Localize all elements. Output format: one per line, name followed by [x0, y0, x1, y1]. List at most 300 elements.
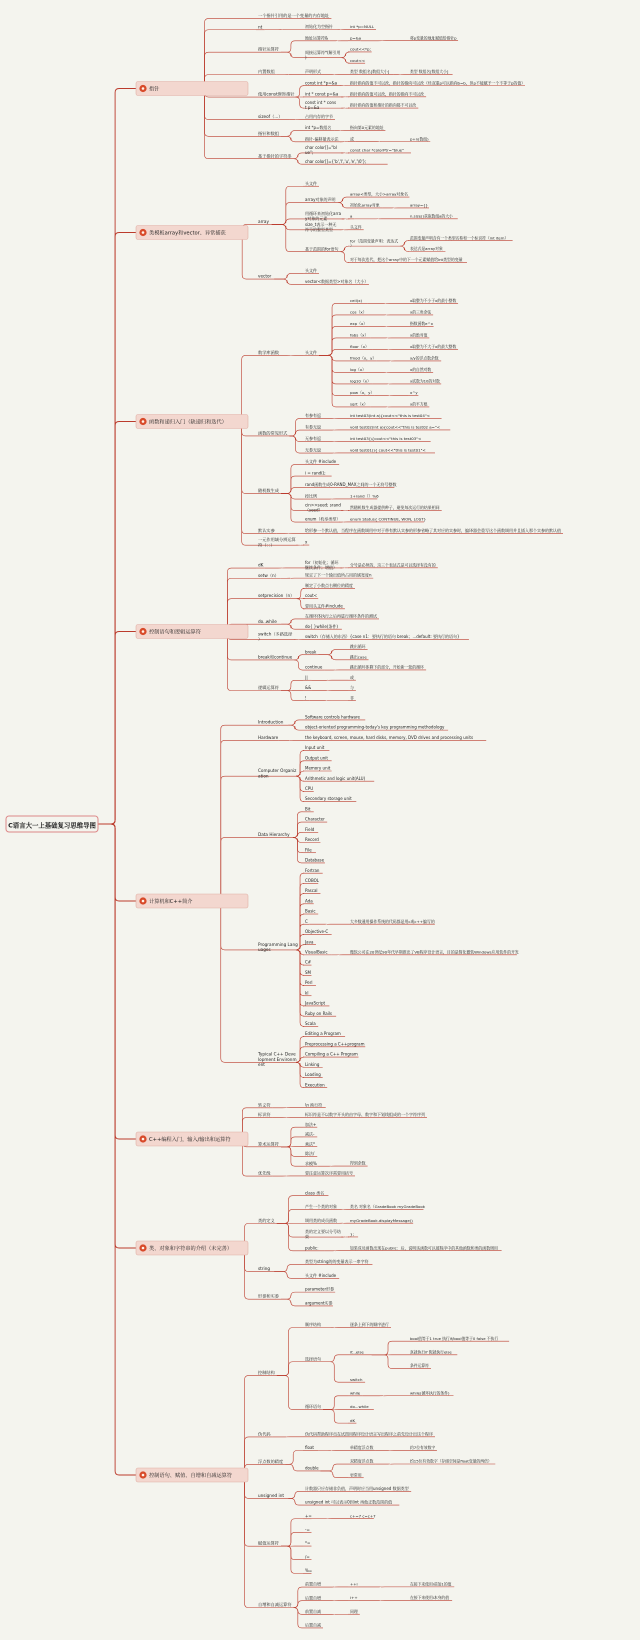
map-node[interactable] [350, 367, 366, 372]
node-connector [320, 1471, 348, 1478]
map-node[interactable] [258, 114, 283, 119]
node-connector [285, 1464, 303, 1471]
map-node[interactable] [350, 1350, 364, 1355]
node-label: Computer Organiz [258, 768, 297, 774]
map-node[interactable] [305, 593, 317, 598]
map-node[interactable] [410, 367, 431, 372]
node-connector [294, 1587, 303, 1608]
map-node[interactable] [305, 49, 341, 60]
map-node[interactable] [305, 898, 313, 903]
map-node[interactable] [305, 1581, 321, 1587]
map-node[interactable] [258, 1217, 276, 1224]
map-node[interactable] [258, 573, 279, 578]
node-label: C [305, 918, 308, 924]
map-node[interactable] [410, 356, 439, 361]
map-node[interactable] [410, 1595, 449, 1600]
map-node[interactable] [305, 1286, 334, 1292]
map-node[interactable] [350, 436, 421, 441]
map-node[interactable] [305, 1568, 312, 1573]
map-node[interactable] [305, 1072, 321, 1077]
map-node[interactable] [305, 817, 325, 822]
map-node[interactable] [258, 1431, 271, 1438]
map-node[interactable] [350, 125, 384, 130]
node-label: t p=&a [305, 105, 320, 111]
branch-node[interactable] [136, 894, 248, 908]
map-node[interactable] [305, 1541, 310, 1546]
map-node[interactable] [350, 949, 519, 954]
branch-node[interactable] [136, 415, 248, 429]
node-label: 微软公司在20世纪90年代早期推出了VB程序设计语言，目的是简化微软Windows应用软件的开发 [350, 949, 519, 955]
map-node[interactable] [305, 516, 340, 522]
map-node[interactable] [258, 24, 263, 29]
branch-node[interactable] [136, 1241, 248, 1255]
map-node[interactable] [305, 990, 308, 995]
map-node[interactable] [305, 1355, 321, 1361]
map-node[interactable] [410, 402, 428, 407]
map-node[interactable] [350, 47, 371, 52]
node-label: 产生一个类的对象 [305, 1204, 337, 1210]
map-node[interactable] [350, 494, 379, 499]
node-connector [230, 422, 256, 494]
map-node[interactable] [305, 980, 313, 985]
map-node[interactable] [258, 768, 297, 778]
map-node[interactable] [305, 1217, 337, 1223]
map-node[interactable] [305, 1101, 322, 1107]
node-label: 浮点数的精度 [258, 1458, 284, 1464]
map-node[interactable] [350, 321, 367, 326]
map-node[interactable] [410, 246, 443, 251]
map-node[interactable] [258, 619, 277, 624]
mind-map-nodes [6, 12, 561, 1627]
map-node[interactable] [305, 458, 337, 464]
map-node[interactable] [350, 310, 367, 315]
map-node[interactable] [410, 1363, 429, 1368]
map-node[interactable] [305, 1031, 341, 1036]
map-node[interactable] [305, 435, 321, 441]
map-node[interactable] [350, 1218, 413, 1223]
map-node[interactable] [258, 1369, 276, 1376]
map-node[interactable] [258, 942, 298, 952]
map-node[interactable] [258, 1601, 292, 1608]
map-node[interactable] [305, 1258, 368, 1264]
map-node[interactable] [305, 559, 339, 570]
map-node[interactable] [305, 602, 343, 608]
node-label: x取整为不大于x的最大整数 [410, 344, 457, 350]
node-label: Hardware [258, 735, 279, 741]
map-node[interactable] [350, 390, 374, 395]
map-node[interactable] [305, 1062, 320, 1067]
branch-node[interactable] [136, 226, 248, 240]
map-node[interactable] [258, 1111, 271, 1118]
map-node[interactable] [305, 755, 328, 760]
node-label: JavaScript [305, 1000, 326, 1006]
branch-node[interactable] [136, 625, 248, 639]
map-node[interactable] [305, 221, 336, 232]
map-node[interactable] [410, 69, 449, 74]
node-label: 求模% [305, 1160, 317, 1166]
map-node[interactable] [305, 23, 333, 29]
node-label: 制定了小数点右侧位的精度 [305, 582, 353, 588]
node-label: 如果成员函数出现在public：后，说明该函数可以被程序中的其他函数和类的函数调用 [350, 1245, 498, 1251]
map-node[interactable] [305, 1300, 333, 1306]
map-node[interactable] [258, 1458, 284, 1465]
node-connector [277, 1209, 303, 1223]
map-node[interactable] [350, 1595, 358, 1600]
map-node[interactable] [305, 34, 328, 40]
map-node[interactable] [350, 1445, 373, 1450]
map-node[interactable] [304, 939, 314, 944]
map-node[interactable] [410, 1390, 450, 1395]
map-node[interactable] [305, 1052, 358, 1057]
map-node[interactable] [305, 623, 338, 629]
map-node[interactable] [305, 1111, 425, 1117]
map-node[interactable] [258, 1266, 270, 1271]
map-node[interactable] [305, 960, 312, 965]
map-node[interactable] [350, 148, 404, 153]
map-node[interactable] [305, 1170, 353, 1176]
map-node[interactable] [305, 1272, 337, 1278]
map-node[interactable] [350, 224, 362, 229]
map-node[interactable] [305, 725, 445, 730]
map-node[interactable] [305, 1021, 316, 1026]
node-label: cout< [305, 593, 318, 599]
map-node[interactable] [350, 448, 426, 453]
map-node[interactable] [350, 24, 375, 29]
node-label: 束 [305, 1234, 309, 1240]
map-node[interactable] [350, 91, 424, 96]
map-node[interactable] [305, 159, 366, 164]
map-node[interactable] [305, 919, 308, 924]
map-node[interactable] [305, 665, 323, 670]
map-node[interactable] [305, 540, 308, 545]
map-node[interactable] [305, 786, 313, 791]
map-node[interactable] [350, 1390, 361, 1395]
map-node[interactable] [305, 196, 336, 202]
map-node[interactable] [305, 145, 337, 155]
node-label: cout<<*p; [350, 46, 371, 52]
map-node[interactable] [305, 1245, 321, 1250]
map-node[interactable] [350, 1232, 356, 1237]
map-node[interactable] [350, 103, 416, 108]
map-node[interactable] [305, 1131, 315, 1137]
map-node[interactable] [350, 379, 371, 384]
map-node[interactable] [305, 412, 321, 418]
map-node[interactable] [305, 776, 366, 781]
map-node[interactable] [305, 1160, 317, 1166]
map-node[interactable] [305, 735, 473, 740]
map-node[interactable] [350, 654, 367, 659]
map-node[interactable] [305, 1554, 310, 1559]
node-label: %= [305, 1567, 313, 1573]
node-connector [281, 1137, 303, 1147]
map-node[interactable] [305, 970, 312, 975]
map-node[interactable] [350, 665, 424, 670]
node-label: 要注意运算次序需要用括号 [305, 1170, 353, 1176]
map-node[interactable] [350, 257, 463, 262]
map-node[interactable] [350, 35, 362, 40]
map-node[interactable] [305, 1466, 319, 1471]
map-node[interactable] [350, 192, 408, 197]
map-node[interactable] [410, 321, 434, 326]
map-node[interactable] [258, 1140, 280, 1147]
map-node[interactable] [258, 1540, 280, 1547]
node-connector [192, 776, 256, 901]
map-node[interactable] [258, 91, 295, 98]
map-node[interactable] [305, 80, 338, 85]
node-label: 自增和自减运算符 [258, 1602, 292, 1608]
map-node[interactable] [350, 675, 354, 680]
map-node[interactable] [305, 633, 460, 639]
map-node[interactable] [305, 582, 353, 588]
map-node[interactable] [258, 429, 287, 436]
map-node[interactable] [258, 684, 280, 691]
map-node[interactable] [305, 113, 333, 119]
map-node[interactable] [350, 1582, 358, 1587]
map-node[interactable] [305, 424, 321, 430]
map-node[interactable] [258, 1493, 284, 1498]
map-node[interactable] [305, 1445, 314, 1450]
map-node[interactable] [305, 1082, 325, 1087]
map-node[interactable] [350, 1459, 373, 1464]
map-node[interactable] [350, 1322, 389, 1327]
node-label: 控制结构 [258, 1370, 275, 1376]
map-node[interactable] [350, 562, 436, 567]
map-node[interactable] [305, 527, 561, 533]
map-node[interactable] [258, 630, 293, 641]
map-node[interactable] [410, 35, 457, 40]
map-node[interactable] [258, 735, 279, 740]
map-node[interactable] [350, 505, 440, 510]
map-node[interactable] [350, 685, 354, 690]
map-node[interactable] [258, 68, 276, 75]
map-node[interactable] [350, 1609, 358, 1614]
map-node[interactable] [258, 720, 284, 725]
node-label: Linking [305, 1061, 320, 1067]
map-node[interactable] [305, 766, 331, 771]
map-node[interactable] [305, 929, 328, 934]
map-node[interactable] [350, 402, 368, 407]
map-node[interactable] [305, 503, 341, 513]
node-label: 标识符 [258, 1112, 271, 1118]
node-label: floor（x） [350, 344, 369, 350]
map-node[interactable] [350, 644, 366, 649]
map-node[interactable] [410, 390, 418, 395]
map-node[interactable] [258, 1101, 271, 1108]
map-node[interactable] [305, 806, 311, 811]
map-node[interactable] [350, 136, 354, 141]
map-node[interactable] [350, 1472, 362, 1477]
map-node[interactable] [410, 344, 456, 349]
map-node[interactable] [305, 837, 319, 842]
map-node[interactable] [305, 1403, 321, 1409]
map-node[interactable] [350, 1161, 366, 1166]
map-node[interactable] [305, 827, 315, 832]
map-node[interactable] [258, 832, 290, 837]
map-node[interactable] [410, 1582, 452, 1587]
node-connector [281, 476, 303, 493]
map-node[interactable] [305, 1228, 341, 1239]
map-node[interactable] [305, 1203, 337, 1209]
map-node[interactable] [305, 847, 312, 852]
map-node[interactable] [350, 425, 440, 430]
map-node[interactable] [305, 715, 361, 720]
map-node[interactable] [350, 517, 426, 522]
map-node[interactable] [350, 919, 435, 924]
map-node[interactable] [350, 1404, 369, 1409]
map-node[interactable] [305, 124, 331, 130]
node-connector [297, 588, 305, 598]
map-node[interactable] [350, 356, 376, 361]
map-node[interactable] [304, 1001, 325, 1006]
map-node[interactable] [305, 447, 321, 453]
map-node[interactable] [305, 349, 317, 355]
map-node[interactable] [305, 1321, 321, 1327]
node-label: char color[]={'b','l','u','e','\0'}; [305, 158, 367, 164]
map-node[interactable] [305, 1499, 392, 1505]
map-node[interactable] [258, 1293, 280, 1300]
node-label: array [258, 219, 269, 225]
map-node[interactable] [258, 1170, 271, 1177]
map-node[interactable] [258, 563, 264, 568]
map-node[interactable] [305, 471, 326, 476]
map-node[interactable] [410, 1445, 435, 1450]
map-node[interactable] [305, 493, 317, 499]
node-label: dK [350, 1417, 356, 1423]
map-node[interactable] [305, 695, 307, 700]
map-node[interactable] [350, 1418, 355, 1423]
map-node[interactable] [258, 219, 270, 224]
map-node[interactable] [410, 136, 429, 141]
map-node[interactable] [305, 796, 352, 801]
map-node[interactable] [350, 214, 353, 219]
map-node[interactable] [410, 379, 440, 384]
map-node[interactable] [350, 333, 368, 338]
map-node[interactable] [305, 858, 325, 863]
map-node[interactable] [305, 1622, 321, 1628]
map-node[interactable] [305, 878, 320, 883]
map-node[interactable] [305, 675, 308, 680]
map-node[interactable] [350, 80, 525, 85]
map-node[interactable] [410, 203, 428, 208]
map-node[interactable] [305, 649, 317, 654]
map-node[interactable] [410, 1349, 452, 1354]
map-node[interactable] [258, 274, 272, 279]
map-node[interactable] [350, 413, 430, 418]
node-label: 转义符 [258, 1102, 271, 1108]
map-node[interactable] [305, 481, 397, 487]
map-node[interactable] [305, 868, 320, 873]
map-node[interactable] [305, 888, 318, 893]
map-node[interactable] [257, 1052, 297, 1068]
node-connector [338, 197, 348, 203]
map-node[interactable] [410, 213, 453, 218]
map-node[interactable] [350, 344, 369, 349]
map-node[interactable] [305, 572, 372, 578]
map-node[interactable] [258, 12, 330, 19]
map-node[interactable] [410, 1459, 492, 1464]
map-node[interactable] [305, 1485, 409, 1491]
map-node[interactable] [305, 180, 317, 186]
map-node[interactable] [305, 1608, 321, 1614]
node-label: 分号是必须的，这三个表达式是可以选择有没有的 [350, 562, 436, 568]
map-node[interactable] [410, 1336, 498, 1341]
node-label: 基于范围的for语句 [305, 246, 339, 252]
map-node[interactable] [305, 1140, 315, 1146]
map-node[interactable] [305, 1594, 321, 1600]
map-node[interactable] [305, 245, 339, 251]
map-node[interactable] [305, 949, 328, 954]
map-node[interactable] [305, 1189, 324, 1195]
map-node[interactable] [258, 46, 280, 53]
map-node[interactable] [258, 593, 294, 598]
map-node[interactable] [258, 536, 296, 548]
map-node[interactable] [350, 238, 398, 248]
map-node[interactable] [305, 100, 336, 110]
map-node[interactable] [410, 298, 456, 303]
map-node[interactable] [410, 235, 508, 240]
map-node[interactable] [305, 685, 311, 690]
node-label: 指针运算符 [258, 46, 279, 52]
branch-node[interactable] [136, 1132, 248, 1146]
branch-node[interactable] [136, 1468, 248, 1482]
map-node[interactable] [350, 203, 380, 208]
map-node[interactable] [305, 68, 321, 74]
node-label: 约7位有效数字 [410, 1445, 436, 1451]
node-label: x [305, 539, 308, 545]
map-node[interactable] [305, 278, 368, 284]
map-node[interactable] [305, 267, 317, 273]
map-node[interactable] [258, 527, 276, 534]
map-node[interactable] [350, 1204, 426, 1209]
node-label: }； [350, 1231, 357, 1237]
map-node[interactable] [350, 1513, 376, 1518]
node-connector [285, 1450, 303, 1464]
map-node[interactable] [350, 298, 363, 303]
map-node[interactable] [305, 1430, 433, 1436]
map-node[interactable] [305, 1150, 315, 1156]
map-node[interactable] [305, 135, 339, 141]
node-label: fabs（x） [350, 332, 369, 338]
branch-node[interactable] [136, 82, 248, 96]
map-node[interactable] [350, 58, 365, 63]
map-node[interactable] [305, 1041, 365, 1046]
map-node[interactable] [410, 333, 428, 338]
map-node[interactable] [305, 613, 377, 619]
node-label: setprecision（n） [258, 593, 295, 599]
map-node[interactable] [258, 152, 292, 159]
root-node[interactable] [6, 816, 98, 832]
map-node[interactable] [350, 695, 354, 700]
map-node[interactable] [305, 210, 342, 221]
node-label: 指针和数组 [258, 130, 279, 136]
map-node[interactable] [258, 130, 280, 137]
map-node[interactable] [258, 487, 280, 494]
map-node[interactable] [350, 1245, 498, 1250]
map-node[interactable] [350, 69, 390, 74]
map-node[interactable] [305, 1121, 316, 1127]
map-node[interactable] [305, 92, 339, 97]
map-node[interactable] [258, 654, 293, 661]
map-node[interactable] [305, 1513, 312, 1518]
map-node[interactable] [305, 745, 325, 750]
map-node[interactable] [410, 310, 431, 315]
map-node[interactable] [305, 1011, 332, 1016]
map-node[interactable] [305, 909, 316, 914]
node-label: 单精度浮点数 [350, 1445, 374, 1451]
map-node[interactable] [258, 349, 280, 356]
map-node[interactable] [350, 1377, 363, 1382]
map-node[interactable] [305, 1527, 310, 1532]
